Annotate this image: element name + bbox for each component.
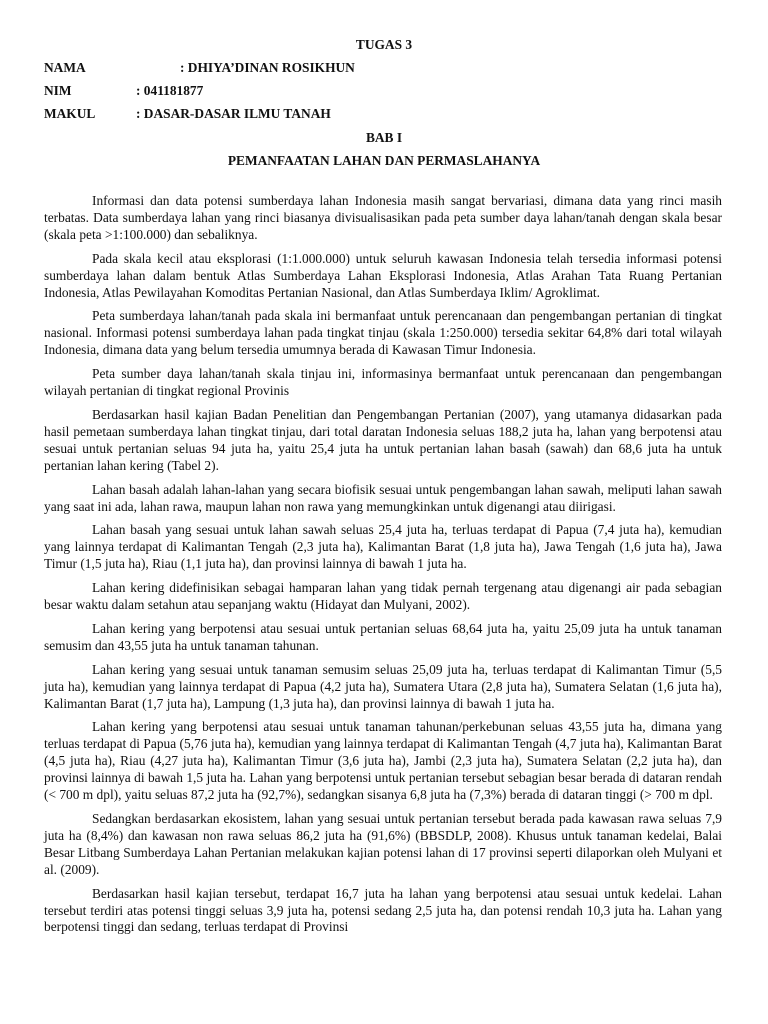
- makul-row: [44, 106, 331, 122]
- paragraph: Pada skala kecil atau eksplorasi (1:1.000.000) untuk seluruh kawasan Indonesia telah tersedia informasi potensi sumberdaya lahan dalam bentuk Atlas Sumberdaya Lahan Eksplorasi Indonesia, Atlas Arahan Tata Ruang Pertanian Indonesia, Atlas Pewilayahan Komoditas Pertanian Nasional, dan Atlas Sumberdaya Iklim/ Agroklimat.: [44, 250, 722, 300]
- paragraph: Lahan basah yang sesuai untuk lahan sawah seluas 25,4 juta ha, terluas terdapat di Papua (7,4 juta ha), kemudian yang lainnya terdapat di Kalimantan Tengah (2,3 juta ha), Kalimantan Barat (1,8 juta ha), Jawa Tengah (1,6 juta ha), Jawa Timur (1,5 juta ha), Riau (1,1 juta ha), dan provinsi lainnya di bawah 1 juta ha.: [44, 522, 722, 572]
- paragraph: Peta sumberdaya lahan/tanah pada skala ini bermanfaat untuk perencanaan dan pengembangan pertanian di tingkat nasional. Informasi potensi sumberdaya lahan pada tingkat tinjau (skala 1:250.000) tersedia sekitar 64,8% dari total wilayah Indonesia, dimana data yang belum tersedia umumnya berada di Kawasan Timur Indonesia.: [44, 308, 722, 358]
- paragraph: Informasi dan data potensi sumberdaya lahan Indonesia masih sangat bervariasi, dimana data yang rinci masih terbatas. Data sumberdaya lahan yang rinci biasanya divisualisasikan pada peta sumber daya lahan/tanah dengan skala besar (skala peta >1:100.000) dan sebaliknya.: [44, 193, 722, 242]
- paragraph: Berdasarkan hasil kajian tersebut, terdapat 16,7 juta ha lahan yang berpotensi atau sesuai untuk kedelai. Lahan tersebut terdiri atas potensi tinggi seluas 3,9 juta ha, potensi sedang 2,5 juta ha, dan potensi rendah 10,3 juta ha. Lahan yang berpotensi tinggi dan sedang, terluas terdapat di Provinsi: [44, 885, 722, 935]
- makul-value: : DASAR-DASAR ILMU TANAH: [136, 106, 331, 121]
- paragraph: Lahan kering didefinisikan sebagai hamparan lahan yang tidak pernah tergenang atau digenangi air pada sebagian besar waktu dalam setahun atau sepanjang waktu (Hidayat dan Mulyani, 2002).: [44, 580, 722, 613]
- nama-label: NAMA: [44, 60, 86, 75]
- paragraph: Sedangkan berdasarkan ekosistem, lahan yang sesuai untuk pertanian tersebut berada pada kawasan rawa seluas 7,9 juta ha (8,4%) dan kawasan non rawa seluas 86,2 juta ha (91,6%) (BBSDLP, 2008). Khusus untuk tanaman kedelai, Balai Besar Litbang Sumberdaya Lahan Pertanian melakukan kajian potensi lahan di 17 provinsi seperti dilaporkan oleh Mulyani et al. (2009).: [44, 811, 722, 877]
- paragraph: Lahan basah adalah lahan-lahan yang secara biofisik sesuai untuk pengembangan lahan sawah, meliputi lahan sawah yang saat ini ada, lahan rawa, maupun lahan non rawa yang memungkinkan untuk digenangi atau diirigasi.: [44, 481, 722, 514]
- paragraph: Peta sumber daya lahan/tanah skala tinjau ini, informasinya bermanfaat untuk perencanaan dan pengembangan wilayah pertanian di tingkat regional Provinis: [44, 366, 722, 399]
- nim-row: [44, 83, 204, 99]
- paragraph: Lahan kering yang berpotensi atau sesuai untuk pertanian seluas 68,64 juta ha, yaitu 25,09 juta ha untuk tanaman semusim dan 43,55 juta ha untuk tanaman tahunan.: [44, 620, 722, 653]
- chapter-heading: BAB I: [365, 130, 403, 145]
- paragraph: Lahan kering yang sesuai untuk tanaman semusim seluas 25,09 juta ha, terluas terdapat di Kalimantan Timur (5,5 juta ha), kemudian yang lainnya terdapat di Papua (4,2 juta ha), Sumatera Utara (2,8 juta ha), Sumatera Selatan (1,6 juta ha), Kalimantan Barat (1,7 juta ha), Lampung (1,3 juta ha), dan provinsi lainnya di bawah 1 juta ha.: [44, 661, 722, 711]
- paragraph: Berdasarkan hasil kajian Badan Penelitian dan Pengembangan Pertanian (2007), yang utamanya didasarkan pada hasil pemetaan sumberdaya lahan tingkat tinjau, dari total daratan Indonesia seluas 188,2 juta ha, lahan yang berpotensi atau sesuai untuk pertanian seluas 94 juta ha, yaitu 25,4 juta ha untuk pertanian lahan basah (sawah) dan 68,6 juta ha untuk pertanian lahan kering (Tabel 2).: [44, 406, 722, 473]
- nama-row: [44, 60, 355, 76]
- nim-value: : 041181877: [136, 83, 204, 98]
- document-body: [44, 193, 722, 943]
- nim-label: NIM: [44, 83, 72, 98]
- document-title: TUGAS 3: [355, 37, 413, 52]
- makul-label: MAKUL: [44, 106, 96, 121]
- nama-value: : DHIYA’DINAN ROSIKHUN: [180, 60, 355, 75]
- chapter-subtitle: PEMANFAATAN LAHAN DAN PERMASLAHANYA: [227, 153, 541, 168]
- paragraph: Lahan kering yang berpotensi atau sesuai untuk tanaman tahunan/perkebunan seluas 43,55 juta ha, dimana yang terluas terdapat di Papua (5,76 juta ha), kemudian yang lainnya terdapat di Kalimantan Tengah (4,7 juta ha), Kalimantan Barat (4,5 juta ha), Riau (4,27 juta ha), Kalimantan Timur (3,6 juta ha), Jambi (2,3 juta ha), Sumatera Selatan (2,2 juta ha), dan provinsi lainnya di bawah 1,5 juta ha. Lahan yang berpotensi untuk pertanian tersebut sebagian besar berada di dataran rendah (< 700 m dpl), yaitu seluas 87,2 juta ha (92,7%), sedangkan sisanya 6,8 juta ha (7,3%) berada di dataran tinggi (> 700 m dpl.: [44, 719, 722, 803]
